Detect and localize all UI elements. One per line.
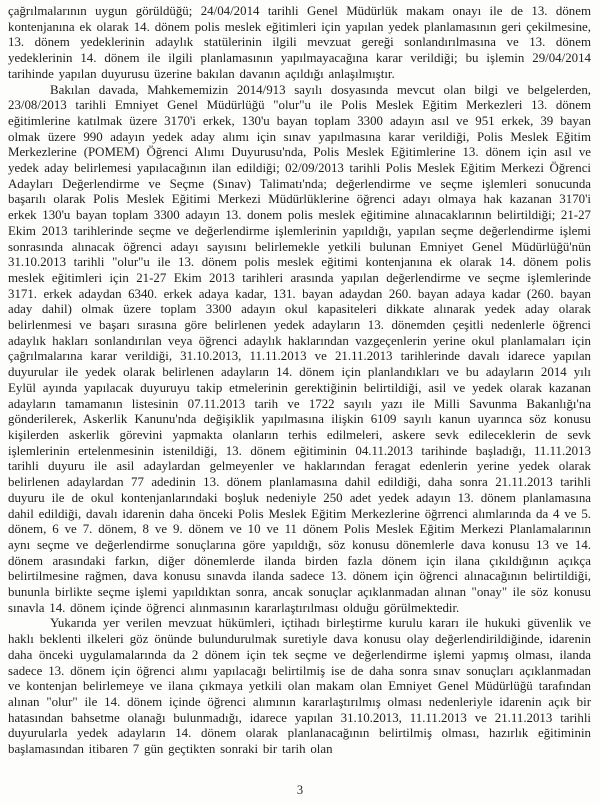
paragraph-continuation: çağrılmalarının uygun görüldüğü; 24/04/2014 tarihli Genel Müdürlük makam onayı ile de 13. dönem kontenjanına ek olarak 14. dönem polis meslek eğitimleri için yapılan yedek planlamasının geri çekilmesine, 13. dönem yedeklerinin adaylık statülerinin ilgili mevzuat gereği sonlandırılmasına ve 13. dönem yedeklerinin 14. dönem ile ilgili planlamasının yapılmayacağına karar verildiği; bu işlemin 29/04/2014 tarihinde yapılan duyurusu üzerine bakılan davanın açıldığı anlaşılmıştır. [8, 4, 591, 81]
page-number: 3 [296, 783, 304, 798]
paragraph-legal-assessment: Yukarıda yer verilen mevzuat hükümleri, içtihadı birleştirme kurulu kararı ile hukuki güvenlik ve haklı beklenti ilkeleri göz önünde bulundurulmak suretiyle dava konusu olay değerlendirildiğinde, idarenin daha önceki uygulamalarında da 2 dönem için tek seçme ve değerlendirme işlemi yapmış olması, ilanda sadece 13. dönem için öğrenci alımı yapılacağı belirtilmiş ise de daha sonra sınav sonuçları açıklanmadan ve kontenjan belirlemeye ve ilana çıkmaya yetkili olan makam olan Emniyet Genel Müdürlüğü tarafından alınan "olur" ile 14. dönem içinde öğrenci alımının kararlaştırılmış olması nedenleriyle idarenin açık bir hatasından bahsetme olanağı bulunmadığı, idarece yapılan 31.10.2013, 11.11.2013 ve 21.11.2013 tarihli duyurularla yedek adayların 14. dönem olarak planlanacağının belirtilmiş olması, hazırlık eğitiminin başlamasından itibaren 7 gün geçtikten sonraki bir tarih olan [8, 616, 591, 757]
paragraph-case-facts: Bakılan davada, Mahkememizin 2014/913 sayılı dosyasında mevcut olan bilgi ve belgelerden, 23/08/2013 tarihli Emniyet Genel Müdürlüğü "olur"u ile Polis Meslek Eğitim Merkezleri 13. dönem eğitimlerine katılmak üzere 3170'i erkek, 130'u bayan toplam 3300 adayın asıl ve 951 erkek, 39 bayan olmak üzere 990 adayın yedek aday alımı için sınav yapılmasına karar verildiği, Polis Meslek Eğitim Merkezlerine (POMEM) Öğrenci Alımı Duyurusu'nda, Polis Meslek Eğitimlerine 13. dönem için asıl ve yedek aday belirlemesi yapılacağının ilan edildiği; 02/09/2013 tarihli Polis Meslek Eğitim Merkezi Öğrenci Adayları Değerlendirme ve Seçme (Sınav) Talimatı'nda; değerlendirme ve seçme işlemleri sonucunda başarılı olarak Polis Meslek Eğitimi Merkezi Müdürlüklerine öğrenci adayı olmaya hak kazanan 3170'i erkek 130'u bayan toplam 3300 adayın 13. donem polis meslek eğitimine alınacaklarının belirtildiği; 21-27 Ekim 2013 tarihlerinde seçme ve değerlendirme işlemlerinin yapıldığı, yapılan seçme değerlendirme işlemi sonrasında alınacak öğrenci adayı sayısını belirlemekle yetkili bulunan Emniyet Genel Müdürlüğü'nün 31.10.2013 tarihli "olur"u ile 13. dönem polis meslek eğitimi kontenjanına ek olarak 14. dönem polis meslek eğitimleri için 21-27 Ekim 2013 tarihleri arasında yapılan değerlendirme ve seçme işlemlerinde 3171. erkek adaydan 6340. erkek adaya kadar, 131. bayan adaydan 260. bayan adaya kadar (260. bayan aday dahil) olmak üzere toplam 3300 adayın okul kapasiteleri dikkate alınarak yedek aday olarak belirlenmesi ve başarı sırasına göre belirlenen yedek adayların 13. dönemden çeşitli nedenlerle öğrenci adaylık hakları sonlandırılan veya öğrenci adaylık haklarından vazgeçenlerin yerine okul planlamaları için çağrılmalarına karar verildiği, 31.10.2013, 11.11.2013 ve 21.11.2013 tarihlerinde davalı idarece yapılan duyurular ile yedek olarak belirlenen adayların 14. dönem için planlandıkları ve bu adayların 2014 yılı Eylül ayında yapılacak duyuruyu takip etmelerinin gerektiğinin belirtildiği, asil ve yedek olarak kazanan adayların tamamanın listesinin 07.11.2013 tarih ve 1722 sayılı yazı ile Milli Savunma Bakanlığı'na gönderilerek, Askerlik Kanunu'nda değişiklik yapılmasına ilişkin 6109 sayılı kanun uyarınca söz konusu kişilerden askerlik görevini yapmakta olanların terhis edilmeleri, askere sevk edileceklerin de sevk işlemlerinin ertelenmesinin istenildiği, 13. dönem eğitiminin 04.11.2013 tarihinde başladığı, 11.11.2013 tarihli duyuru ile asil adaylardan gelmeyenler ve haklarından feragat edenlerin yerine yedek olarak belirlenen adaylardan 77 adedinin 13. dönem planlamasına dahil edildiği, daha sonra 21.11.2013 tarihli duyuru ile de okul kontenjanlarındaki boşluk nedeniyle 250 adet yedek adayın 13. dönem planlamasına dahil edildiği, davalı idarenin daha önceki Polis Meslek Eğitim Merkezlerine öğrrenci alımlarında da 4 ve 5. dönem, 6 ve 7. dönem, 8 ve 9. dönem ve 10 ve 11 dönem Polis Meslek Eğitim Merkezi Planlamalarının aynı seçme ve değerlendirme sonuçlarına göre yapıldığı, söz konusu dönemlerle dava konusu 13 ve 14. dönem arasındaki farkın, diğer dönemlerde ilanda birden fazla dönem için ilana çıkıldığının açıkça belirtilmesine rağmen, dava konusu sınavda ilanda sadece 13. dönem için öğrenci alınacağının belirtildiği, bununla birlikte seçme işlemi yapıldıktan sonra, ancak sonuçlar açıklanmadan alınan "onay" ile söz konusu sınavla 14. dönem içinde öğrenci alınmasının kararlaştırılması olduğu görülmektedir. [8, 82, 591, 615]
